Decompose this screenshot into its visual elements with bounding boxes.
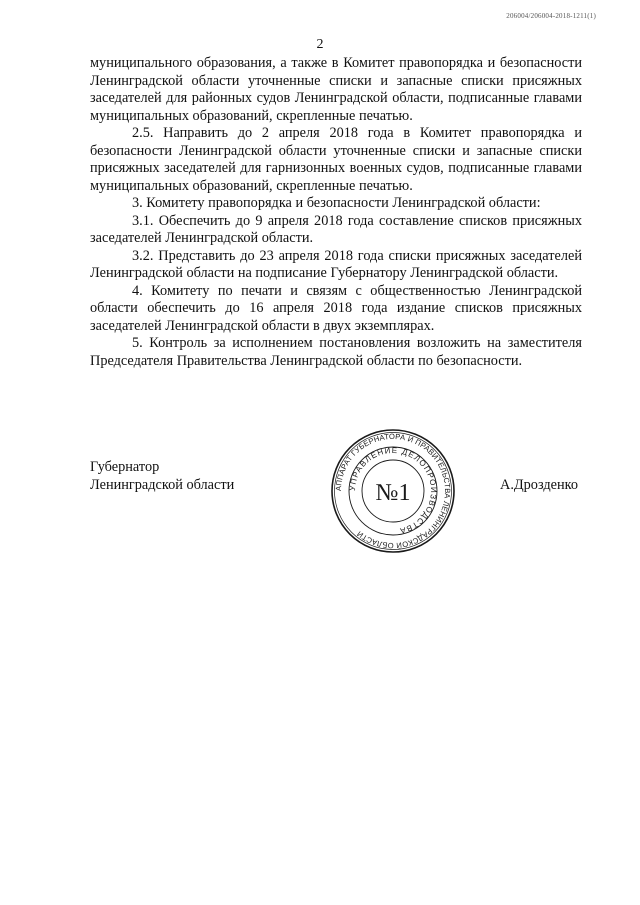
paragraph-3-2: 3.2. Представить до 23 апреля 2018 года списки присяжных заседателей Ленинградской области на подписание Губернатору Ленинградской области. xyxy=(90,247,582,281)
signatory-title-line2: Ленинградской области xyxy=(90,476,235,493)
seal-center-number: №1 xyxy=(375,480,411,506)
seal-outer-text: АППАРАТ ГУБЕРНАТОРА И ПРАВИТЕЛЬСТВА ЛЕНИНГРАДСКОЙ ОБЛАСТИ xyxy=(333,431,453,551)
signatory-name: А.Дрозденко xyxy=(500,477,578,493)
document-id: 206004/206004-2018-1211(1) xyxy=(506,12,596,20)
official-seal xyxy=(330,428,456,554)
signatory-title-line1: Губернатор xyxy=(90,459,160,475)
seal-inner-text: УПРАВЛЕНИЕ ДЕЛОПРОИЗВОДСТВА xyxy=(347,445,439,536)
paragraph-3-1: 3.1. Обеспечить до 9 апреля 2018 года составление списков присяжных заседателей Ленинградской области. xyxy=(90,212,582,246)
page-number: 2 xyxy=(316,37,324,52)
signatory-title xyxy=(90,459,234,494)
paragraph-3: 3. Комитету правопорядка и безопасности Ленинградской области: xyxy=(132,195,541,211)
paragraph-4: 4. Комитету по печати и связям с общественностью Ленинградской области обеспечить до 16 апреля 2018 года издание списков присяжных заседателей Ленинградской области в двух экземплярах. xyxy=(90,282,582,334)
paragraph-2-5: 2.5. Направить до 2 апреля 2018 года в Комитет правопорядка и безопасности Ленинградской области уточненные списки и запасные списки присяжных заседателей для гарнизонных военных судов, подписанные главами муниципальных образований, скрепленные печатью. xyxy=(90,125,582,194)
paragraph-5: 5. Контроль за исполнением постановления возложить на заместителя Председателя Правительства Ленинградской области по безопасности. xyxy=(90,335,582,369)
document-body xyxy=(90,55,582,370)
paragraph-continuation: муниципального образования, а также в Комитет правопорядка и безопасности Ленинградской области уточненные списки и запасные списки присяжных заседателей для районных судов Ленинградской области, подписанные главами муниципальных образований, скрепленные печатью. xyxy=(90,55,582,124)
